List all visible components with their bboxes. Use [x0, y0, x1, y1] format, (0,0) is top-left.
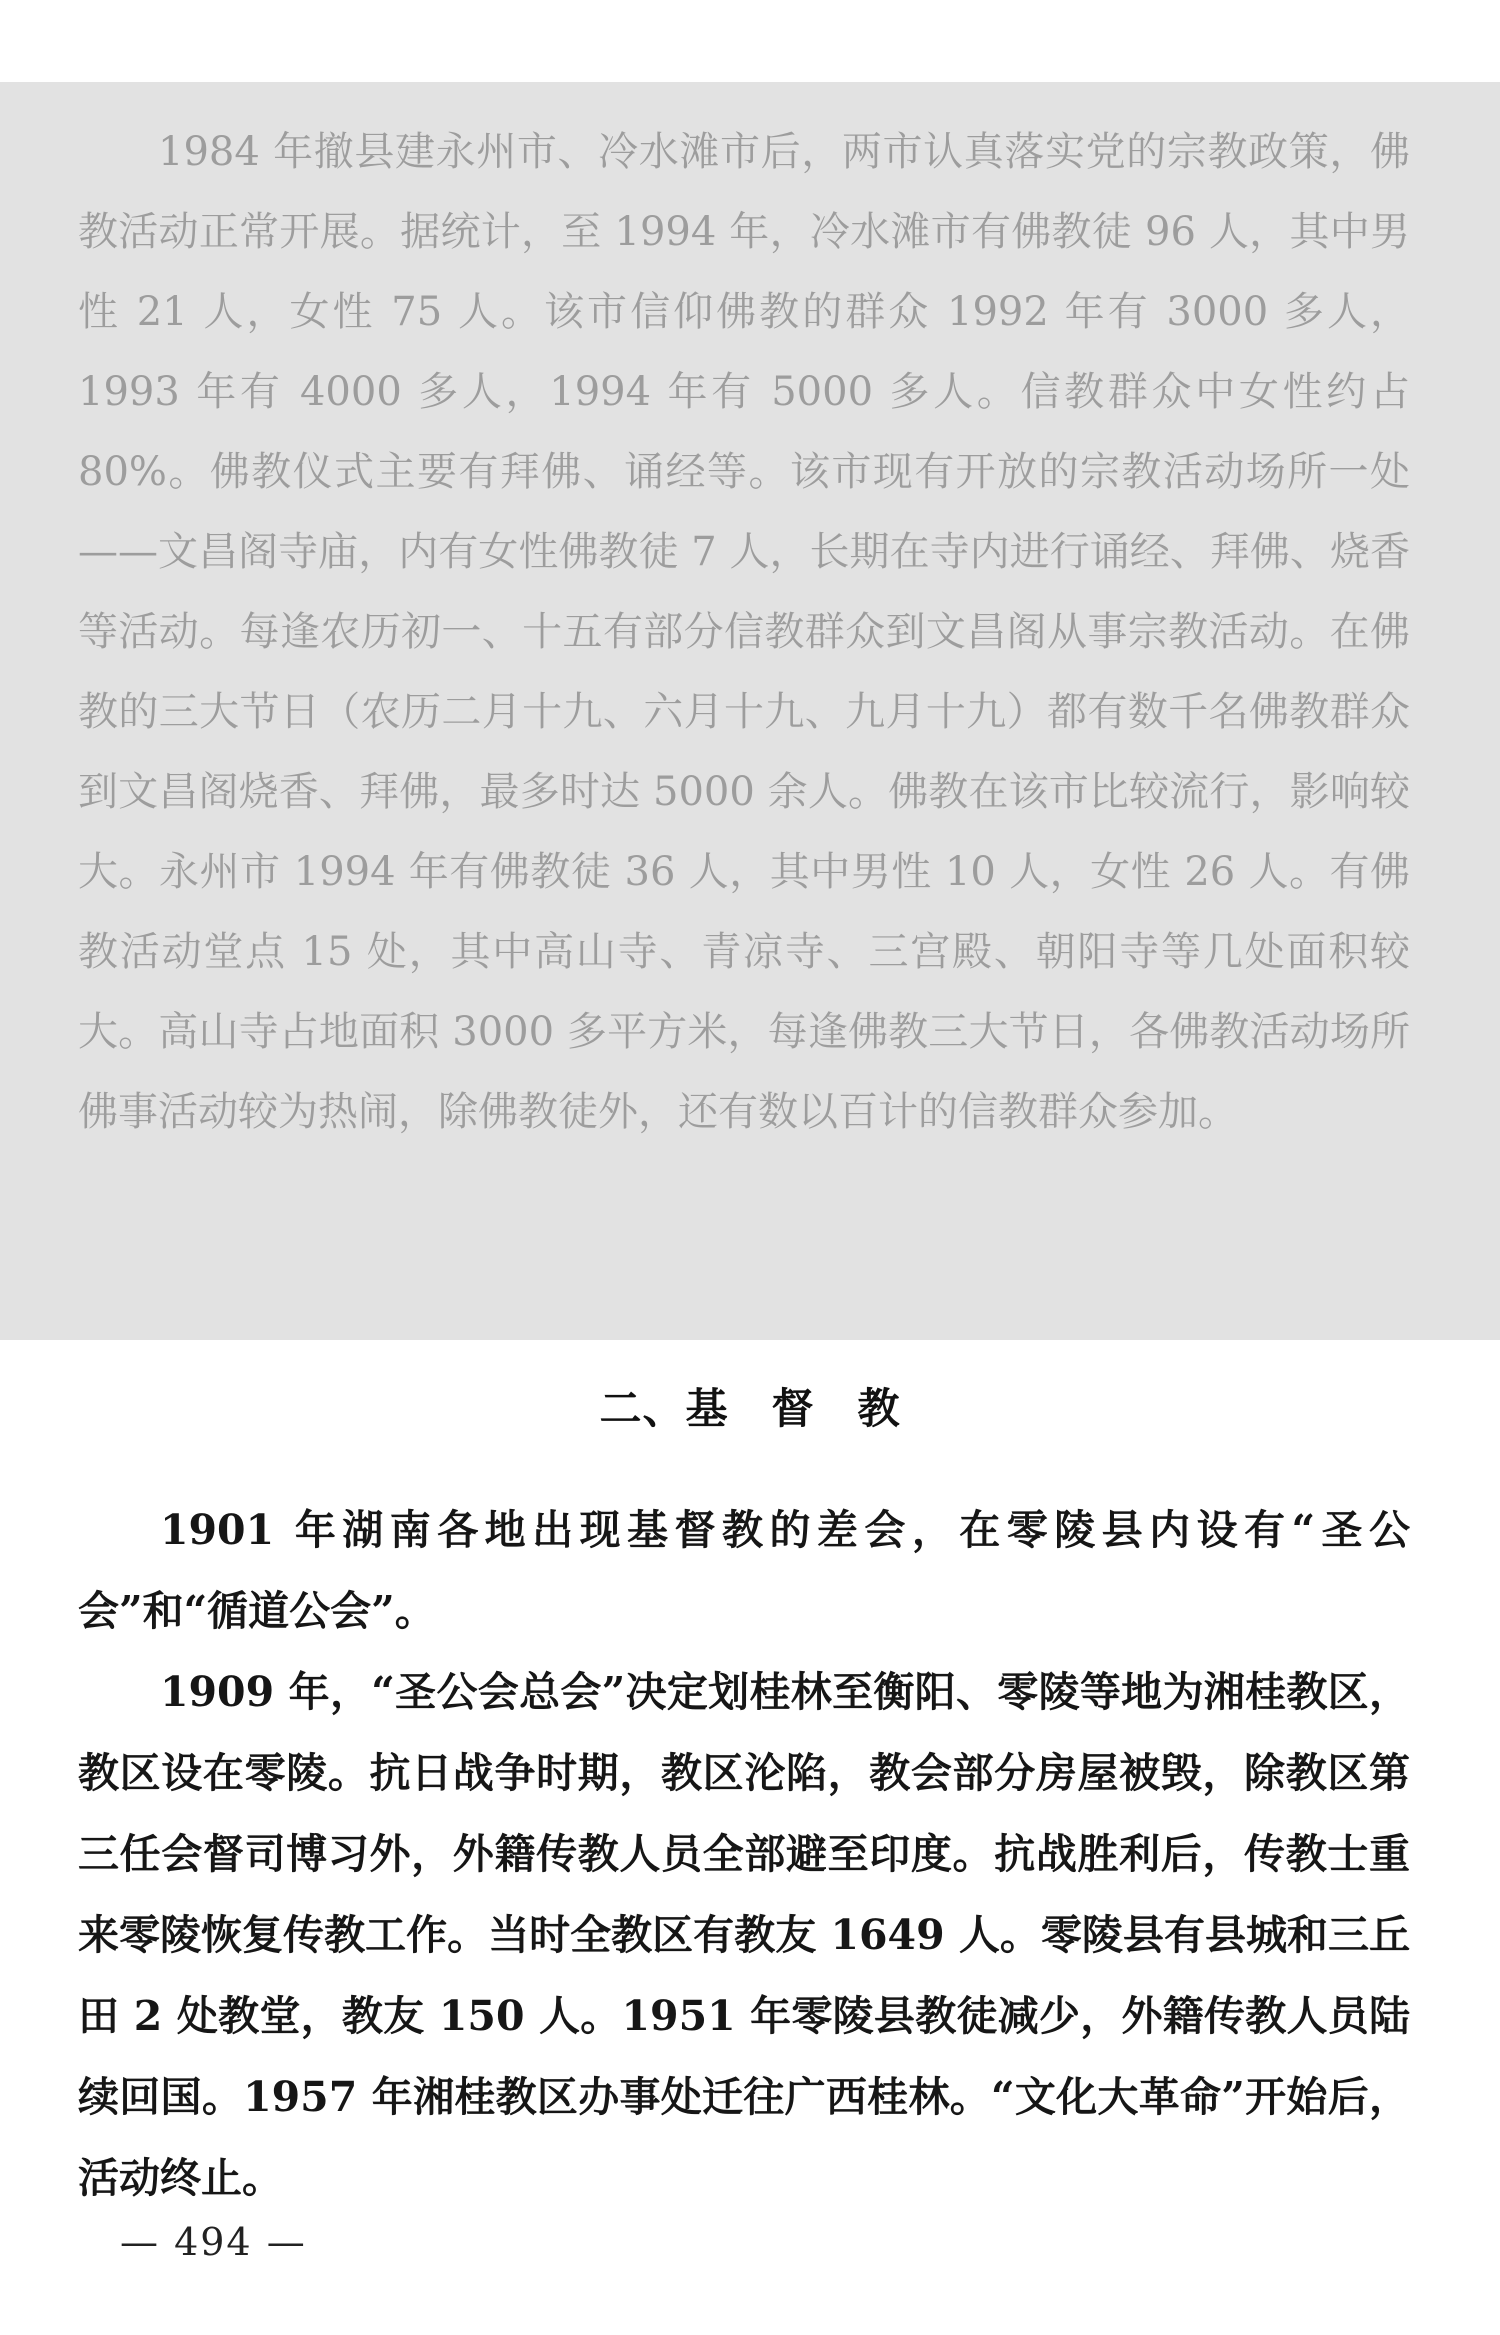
buddhism-section: [78, 112, 1410, 1152]
section-title-christianity: 二、基 督 教: [599, 1384, 901, 1433]
christianity-paragraph-1: 1901 年湖南各地出现基督教的差会，在零陵县内设有“圣公会”和“循道公会”。: [78, 1506, 1410, 1635]
buddhism-paragraph: 1984 年撤县建永州市、冷水滩市后，两市认真落实党的宗教政策，佛教活动正常开展。据统计，至 1994 年，冷水滩市有佛教徒 96 人，其中男性 21 人，女性 75 人。该市信仰佛教的群众 1992 年有 3000 多人，1993 年有 4000 多人，1994 年有 5000 多人。信教群众中女性约占 80%。佛教仪式主要有拜佛、诵经等。该市现有开放的宗教活动场所一处——文昌阁寺庙，内有女性佛教徒 7 人，长期在寺内进行诵经、拜佛、烧香等活动。每逢农历初一、十五有部分信教群众到文昌阁从事宗教活动。在佛教的三大节日（农历二月十九、六月十九、九月十九）都有数千名佛教群众到文昌阁烧香、拜佛，最多时达 5000 余人。佛教在该市比较流行，影响较大。永州市 1994 年有佛教徒 36 人，其中男性 10 人，女性 26 人。有佛教活动堂点 15 处，其中高山寺、青凉寺、三宫殿、朝阳寺等几处面积较大。高山寺占地面积 3000 多平方米，每逢佛教三大节日，各佛教活动场所佛事活动较为热闹，除佛教徒外，还有数以百计的信教群众参加。: [78, 129, 1410, 1135]
christianity-paragraph-2: 1909 年，“圣公会总会”决定划桂林至衡阳、零陵等地为湘桂教区，教区设在零陵。抗日战争时期，教区沦陷，教会部分房屋被毁，除教区第三任会督司博习外，外籍传教人员全部避至印度。抗战胜利后，传教士重来零陵恢复传教工作。当时全教区有教友 1649 人。零陵县有县城和三丘田 2 处教堂，教友 150 人。1951 年零陵县教徒减少，外籍传教人员陆续回国。1957 年湘桂教区办事处迁往广西桂林。“文化大革命”开始后，活动终止。: [78, 1668, 1410, 2202]
christianity-section: [78, 1490, 1410, 2219]
page-number: — 494 —: [120, 2220, 307, 2264]
